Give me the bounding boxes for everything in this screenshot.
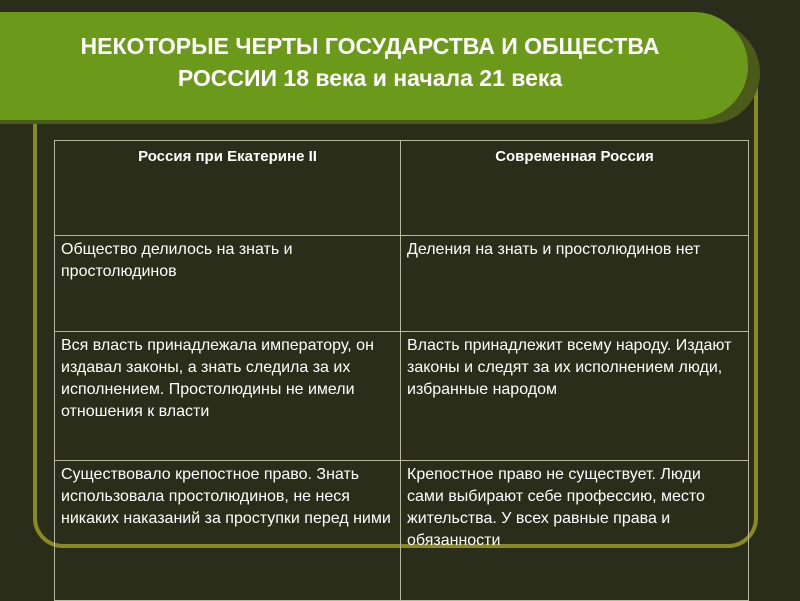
table-row <box>55 236 749 332</box>
title-line-1: НЕКОТОРЫЕ ЧЕРТЫ ГОСУДАРСТВА И ОБЩЕСТВА <box>80 33 660 59</box>
header-modern: Современная Россия <box>401 141 749 236</box>
table-cell: Общество делилось на знать и простолюдинов <box>55 236 401 332</box>
table-cell: Деления на знать и простолюдинов нет <box>401 236 749 332</box>
table-cell: Крепостное право не существует. Люди сами выбирают себе профессию, место жительства. У всех равные права и обязанности <box>401 461 749 601</box>
comparison-table <box>54 140 749 601</box>
slide-title <box>10 30 730 94</box>
header-catherine: Россия при Екатерине II <box>55 141 401 236</box>
table-cell: Существовало крепостное право. Знать использовала простолюдинов, не неся никаких наказаний за проступки перед ними <box>55 461 401 601</box>
table-row <box>55 461 749 601</box>
table-header-row <box>55 141 749 236</box>
table-cell: Власть принадлежит всему народу. Издают законы и следят за их исполнением люди, избранные народом <box>401 332 749 461</box>
title-line-2: РОССИИ 18 века и начала 21 века <box>177 65 563 91</box>
table-cell: Вся власть принадлежала императору, он издавал законы, а знать следила за их исполнением. Простолюдины не имели отношения к власти <box>55 332 401 461</box>
table-row <box>55 332 749 461</box>
